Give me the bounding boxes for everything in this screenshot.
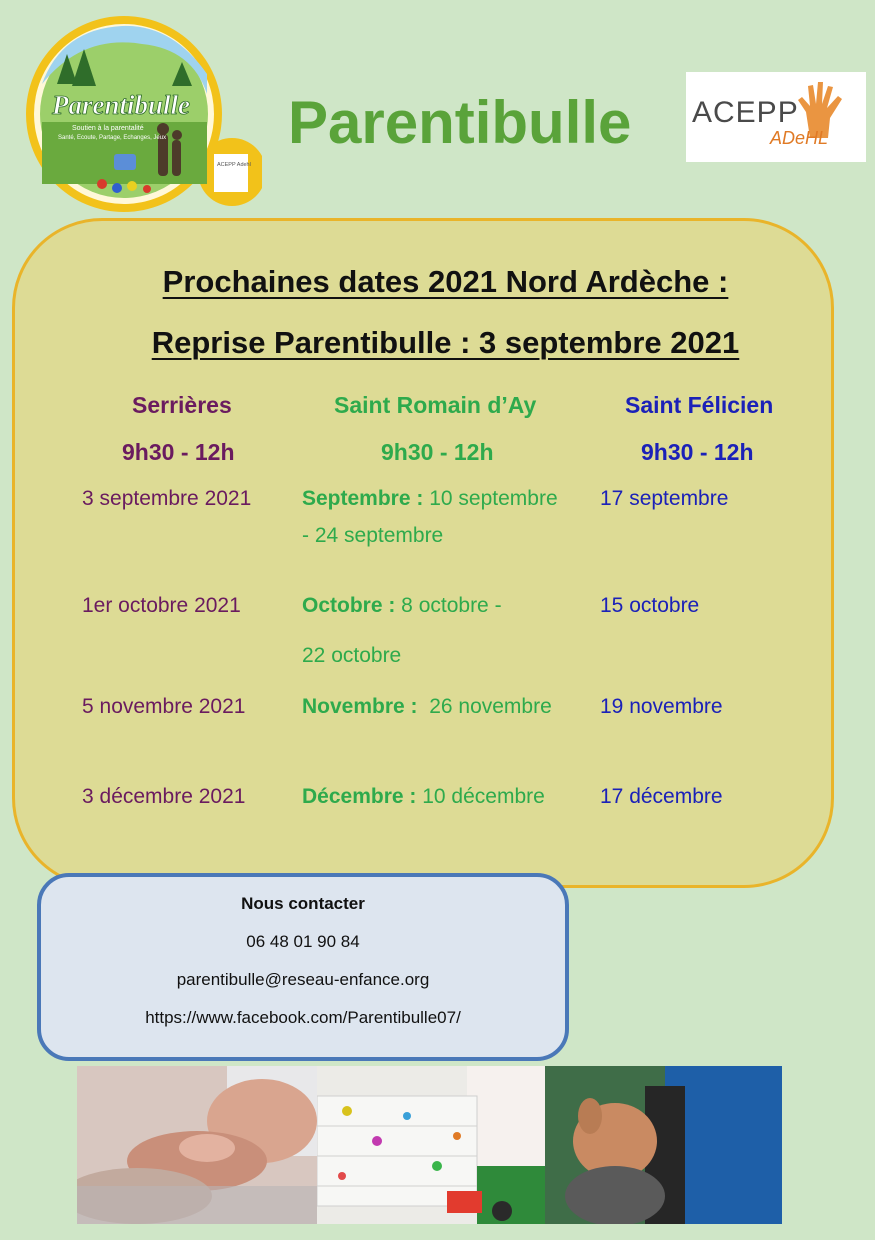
acepp-wordmark: ACEPP bbox=[692, 96, 799, 129]
hours-serrieres: 9h30 - 12h bbox=[122, 439, 235, 465]
column-header-serrieres: Serrières bbox=[132, 392, 232, 418]
date-serrieres-2: 1er octobre 2021 bbox=[82, 594, 241, 617]
date-serrieres-1: 3 septembre 2021 bbox=[82, 487, 252, 510]
dates-text: 8 octobre - bbox=[395, 594, 502, 617]
column-header-saint-romain: Saint Romain d’Ay bbox=[334, 392, 537, 418]
contact-email[interactable]: parentibulle@reseau-enfance.org bbox=[176, 970, 430, 989]
dates-text: 10 décembre bbox=[416, 785, 545, 808]
dates-text: 26 novembre bbox=[417, 695, 552, 718]
month-label: Décembre : bbox=[302, 785, 417, 808]
date-serrieres-3: 5 novembre 2021 bbox=[82, 695, 246, 718]
schedule-heading: Prochaines dates 2021 Nord Ardèche : bbox=[162, 264, 729, 299]
month-label: Octobre : bbox=[302, 594, 396, 617]
logo-wordmark: Parentibulle bbox=[52, 90, 191, 120]
contact-phone[interactable]: 06 48 01 90 84 bbox=[246, 932, 360, 951]
photo-toy-box bbox=[317, 1066, 545, 1224]
logo-badge-text: ACEPP Adehl bbox=[217, 162, 251, 168]
date-saint-felicien-2: 15 octobre bbox=[600, 594, 700, 617]
date-saint-felicien-3: 19 novembre bbox=[600, 695, 723, 718]
logo-subtagline: Santé, Ecoute, Partage, Echanges, Jeux bbox=[58, 135, 167, 141]
contact-title: Nous contacter bbox=[241, 894, 365, 913]
date-saint-romain-2 bbox=[302, 587, 502, 624]
dates-text: 10 septembre bbox=[423, 487, 558, 510]
date-saint-romain-1 bbox=[302, 480, 558, 517]
month-label: Septembre : bbox=[302, 487, 424, 510]
parentibulle-logo bbox=[22, 14, 262, 214]
logo-tagline: Soutien à la parentalité bbox=[72, 125, 144, 132]
hours-saint-felicien: 9h30 - 12h bbox=[641, 439, 754, 465]
column-header-saint-felicien: Saint Félicien bbox=[625, 392, 774, 418]
date-saint-romain-3 bbox=[302, 688, 552, 725]
date-serrieres-4: 3 décembre 2021 bbox=[82, 785, 246, 808]
date-saint-romain-4 bbox=[302, 778, 545, 815]
acepp-subtitle: ADeHL bbox=[770, 128, 829, 148]
photo-newborn-hand bbox=[77, 1066, 317, 1224]
hours-saint-romain: 9h30 - 12h bbox=[381, 439, 494, 465]
photo-baby-carrier bbox=[545, 1066, 782, 1224]
page-title: Parentibulle bbox=[288, 89, 632, 156]
month-label: Novembre : bbox=[302, 695, 418, 718]
reprise-heading: Reprise Parentibulle : 3 septembre 2021 bbox=[151, 325, 740, 360]
date-saint-felicien-1: 17 septembre bbox=[600, 487, 729, 510]
date-saint-romain-2-cont: 22 octobre bbox=[302, 644, 402, 667]
date-saint-romain-1-cont: - 24 septembre bbox=[302, 524, 444, 547]
contact-facebook-link[interactable]: https://www.facebook.com/Parentibulle07/ bbox=[145, 1008, 461, 1027]
date-saint-felicien-4: 17 décembre bbox=[600, 785, 723, 808]
